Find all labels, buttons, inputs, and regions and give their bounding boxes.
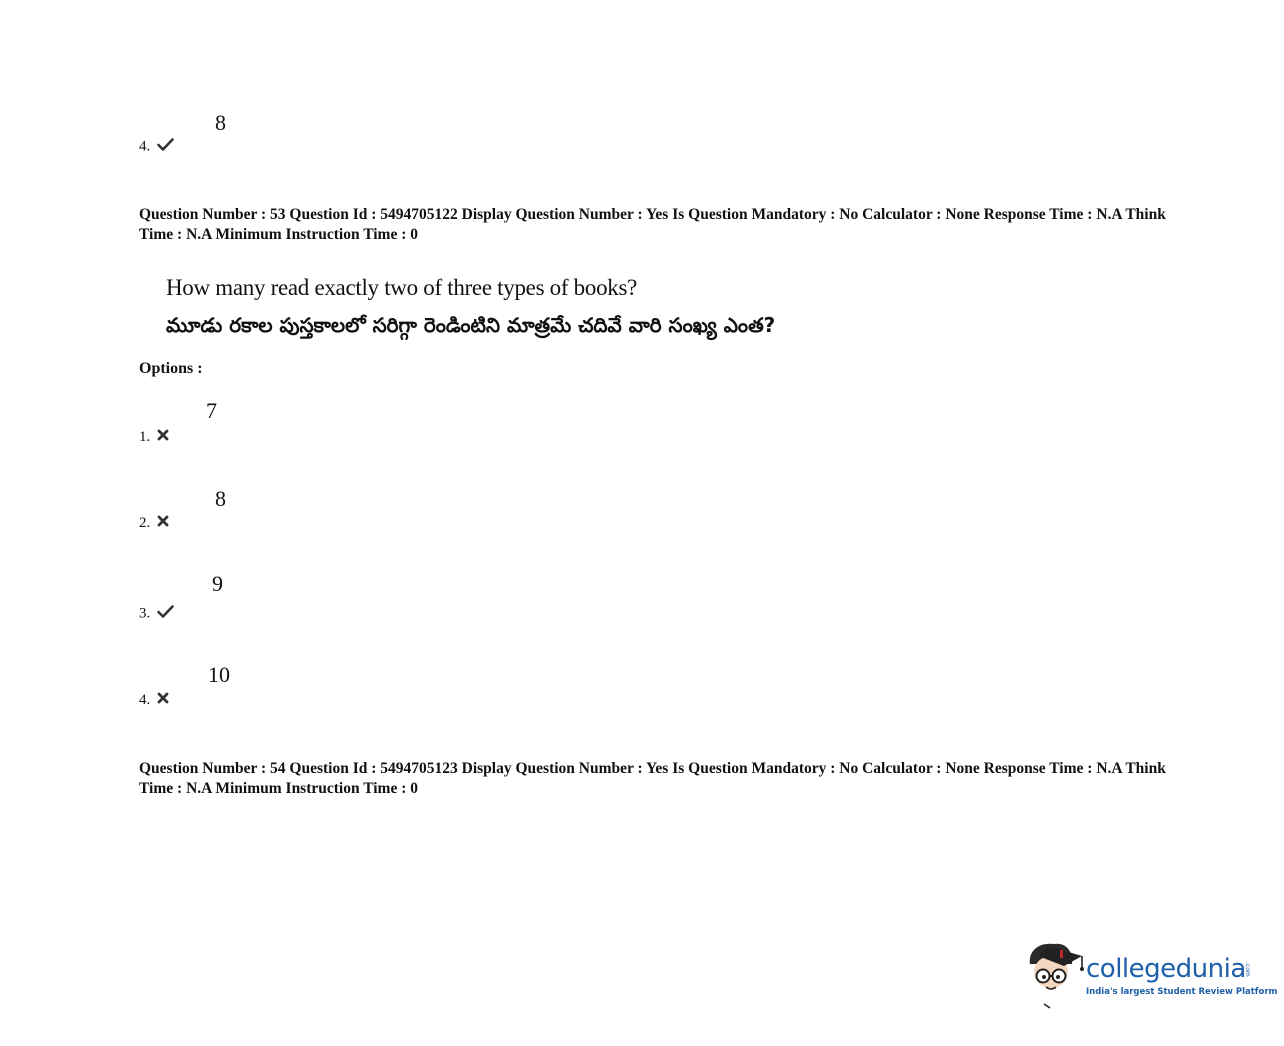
logo-tagline: India's largest Student Review Platform: [1086, 987, 1278, 997]
option-1-number: 1.: [139, 429, 151, 445]
cross-icon: [157, 429, 169, 446]
option-2-number: 2.: [139, 515, 151, 531]
option-2-value: 8: [215, 486, 226, 511]
option-4-number: 4.: [139, 692, 151, 708]
options-label: Options :: [139, 360, 203, 377]
question-53-text-te: మూడు రకాల పుస్తకాలలో సరిగ్గా రెండింటిని మాత్రమే చదివే వారి సంఖ్య ఎంత?: [166, 313, 776, 337]
option-2: [139, 515, 169, 532]
cross-icon: [157, 692, 169, 709]
check-icon: [157, 138, 174, 156]
option-1: [139, 429, 169, 446]
logo-name: collegedunia: [1086, 954, 1246, 984]
option-4: [139, 692, 169, 709]
question-53-text-en: How many read exactly two of three types of books?: [166, 275, 638, 300]
check-icon: [157, 605, 174, 623]
option-1-value: 7: [206, 398, 217, 423]
prev-option-4: [139, 138, 174, 156]
cross-icon: [157, 515, 169, 532]
question-54-meta: Question Number : 54 Question Id : 5494705123 Display Question Number : Yes Is Question Mandatory : No Calculator : None Response Time : N.A Think Time : N.A Minimum Instruction Time : 0: [139, 760, 1166, 797]
prev-option-4-value: 8: [215, 110, 226, 135]
option-4-value: 10: [208, 662, 230, 687]
option-3-number: 3.: [139, 605, 151, 622]
mascot-icon: [1024, 938, 1086, 1010]
prev-option-4-number: 4.: [139, 138, 151, 155]
option-3: [139, 605, 174, 623]
collegedunia-logo: [1024, 938, 1278, 1008]
logo-com: .com: [1244, 962, 1251, 977]
question-53-meta: Question Number : 53 Question Id : 5494705122 Display Question Number : Yes Is Question Mandatory : No Calculator : None Response Time : N.A Think Time : N.A Minimum Instruction Time : 0: [139, 206, 1166, 243]
option-3-value: 9: [212, 571, 223, 596]
